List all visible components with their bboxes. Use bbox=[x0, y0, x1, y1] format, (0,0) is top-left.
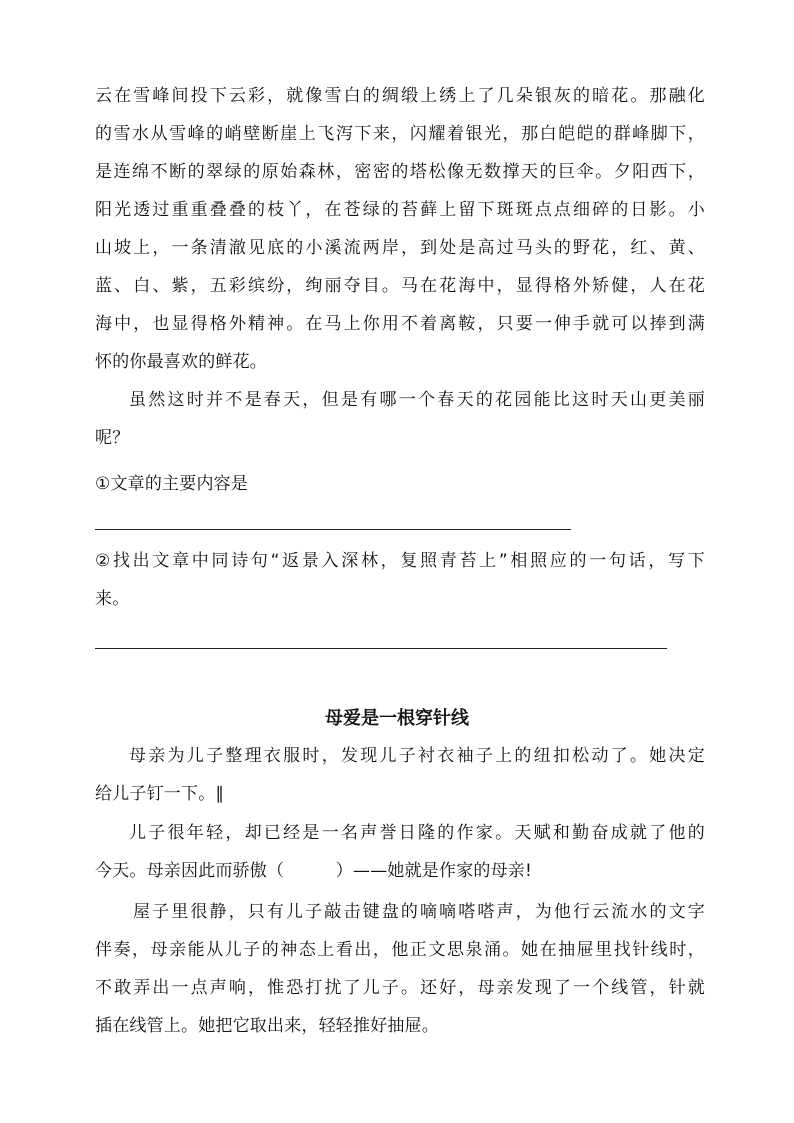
text-line: 插在线管上。她把它取出来，轻轻推好抽屉。 bbox=[95, 1016, 439, 1036]
text-line: 呢？ bbox=[95, 428, 130, 448]
question-2-text: ②找出文章中同诗句“返景入深林，复照青苔上”相照应的一句话，写下 bbox=[95, 551, 705, 571]
text-line: 怀的你最喜欢的鲜花。 bbox=[95, 352, 267, 372]
text-line: 蓝、白、紫，五彩缤纷，绚丽夺目。马在花海中，显得格外矫健，人在花 bbox=[95, 276, 705, 296]
passage-1-paragraph bbox=[95, 77, 705, 381]
text-line: 是连绵不断的翠绿的原始森林，密密的塔松像无数撑天的巨伞。夕阳西下， bbox=[95, 162, 705, 182]
question-2 bbox=[95, 542, 705, 618]
text-line: 的雪水从雪峰的峭壁断崖上飞泻下来，闪耀着银光，那白皑皑的群峰脚下， bbox=[95, 124, 705, 144]
text-line: 给儿子钉一下。∥ bbox=[95, 784, 225, 804]
question-1 bbox=[95, 465, 705, 503]
text-line: 伴奏，母亲能从儿子的神态上看出，他正文思泉涌。她在抽屉里找针线时， bbox=[95, 940, 705, 960]
text-line: 海中，也显得格外精神。在马上你用不着离鞍，只要一伸手就可以捧到满 bbox=[95, 314, 705, 334]
text-line: 儿子很年轻，却已经是一名声誉日隆的作家。天赋和勤奋成就了他的 bbox=[129, 823, 705, 843]
text-line: 今天。母亲因此而骄傲（ ）——她就是作家的母亲! bbox=[95, 861, 533, 881]
text-line: 阳光透过重重叠叠的枝丫，在苍绿的苔藓上留下斑斑点点细碎的日影。小 bbox=[95, 200, 705, 220]
passage-2-paragraph-3 bbox=[95, 893, 705, 1045]
text-line: 不敢弄出一点声响，惟恐打扰了儿子。还好，母亲发现了一个线管，针就 bbox=[95, 978, 705, 998]
text-line: 云在雪峰间投下云彩，就像雪白的绸缎上绣上了几朵银灰的暗花。那融化 bbox=[95, 86, 705, 106]
question-1-text: ①文章的主要内容是 bbox=[95, 474, 249, 494]
passage-2-paragraph-1 bbox=[95, 737, 705, 813]
text-line: 山坡上，一条清澈见底的小溪流两岸，到处是高过马头的野花，红、黄、 bbox=[95, 238, 705, 258]
text-line: 虽然这时并不是春天，但是有哪一个春天的花园能比这时天山更美丽 bbox=[129, 390, 705, 410]
passage-1-closing bbox=[95, 381, 705, 457]
text-line: 屋子里很静，只有儿子敲击键盘的嘀嘀嗒嗒声，为他行云流水的文字 bbox=[133, 902, 705, 922]
answer-blank-1[interactable] bbox=[95, 529, 571, 530]
passage-2-paragraph-2 bbox=[95, 814, 705, 890]
question-2-text: 来。 bbox=[95, 589, 130, 609]
answer-blank-2[interactable] bbox=[95, 648, 667, 649]
text-line: 母亲为儿子整理衣服时，发现儿子衬衣袖子上的纽扣松动了。她决定 bbox=[129, 746, 705, 766]
passage-2-title: 母爱是一根穿针线 bbox=[325, 708, 469, 729]
